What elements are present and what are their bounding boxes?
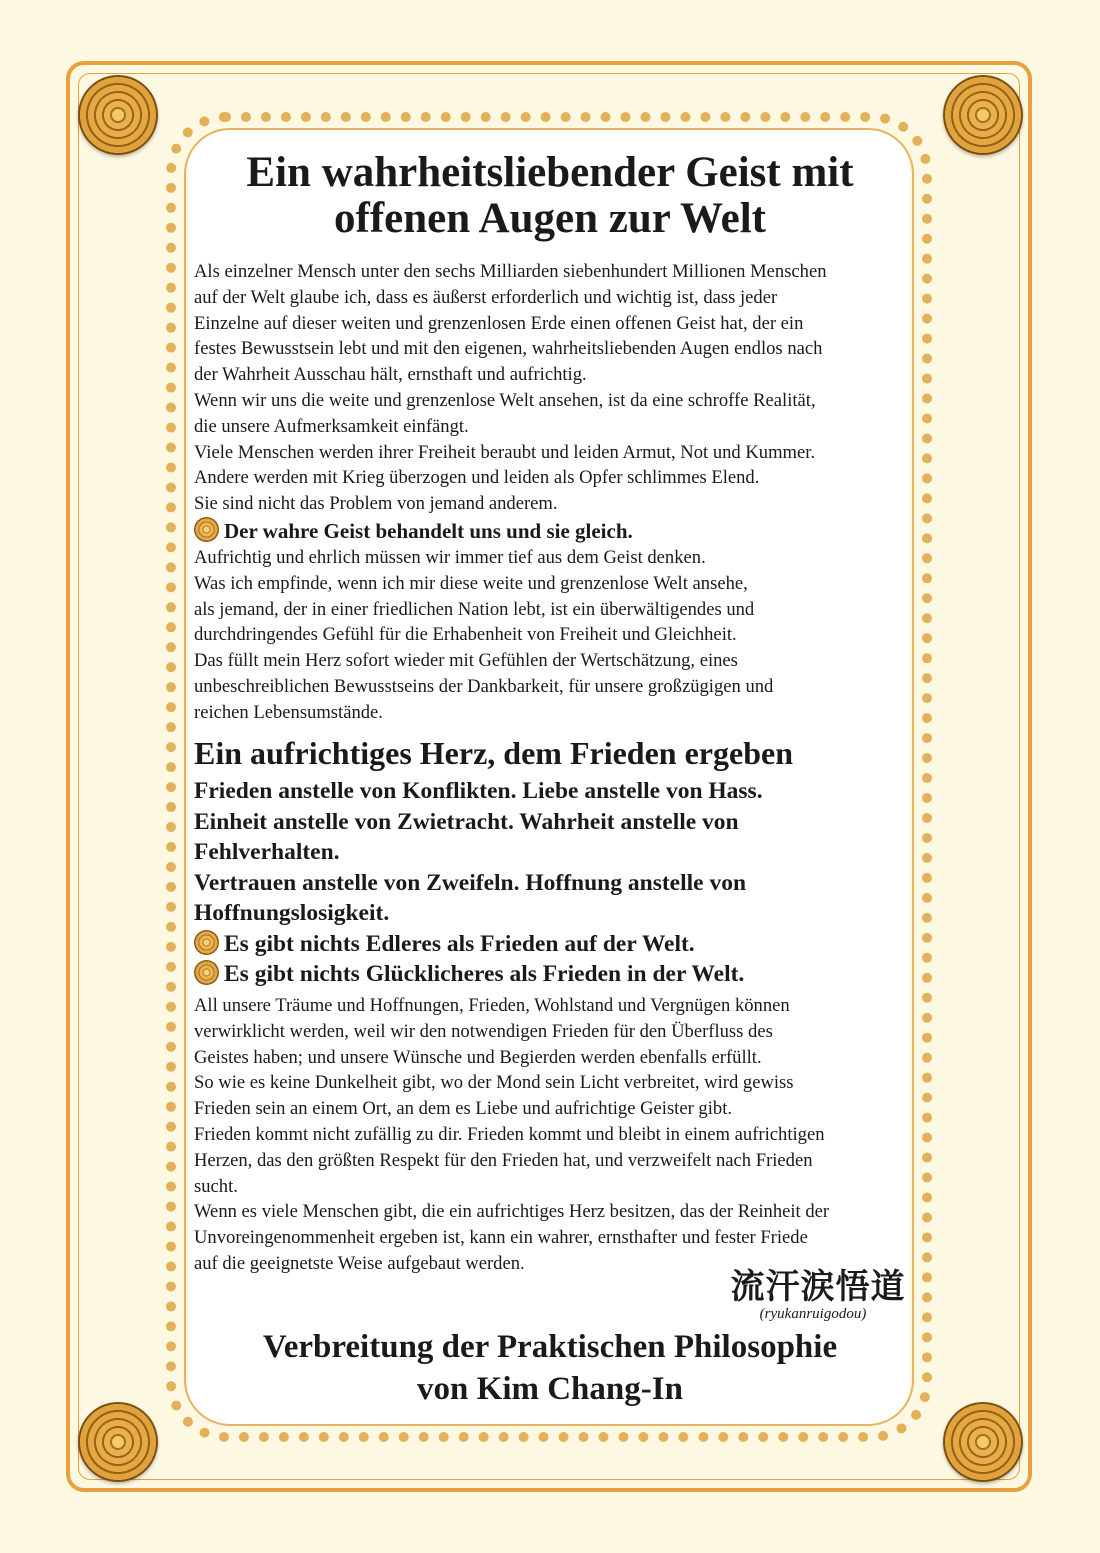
text-line: reichen Lebensumstände.: [194, 701, 383, 723]
text-line: als jemand, der in einer friedlichen Nation lebt, ist ein überwältigendes und: [194, 598, 755, 620]
text-line: Wenn es viele Menschen gibt, die ein aufrichtiges Herz besitzen, das der Reinheit der: [194, 1201, 830, 1223]
text-line: Andere werden mit Krieg überzogen und leiden als Opfer schlimmes Elend.: [194, 467, 760, 489]
text-line: sucht.: [194, 1175, 238, 1197]
text-line: durchdringendes Gefühl für die Erhabenheit von Freiheit und Gleichheit.: [194, 624, 737, 646]
text-line: unbeschreiblichen Bewusstseins der Dankbarkeit, für unsere großzügigen und: [194, 675, 774, 697]
bullet-text: Es gibt nichts Glücklicheres als Frieden in der Welt.: [224, 961, 745, 987]
peace-line: Einheit anstelle von Zwietracht. Wahrheit anstelle von: [194, 808, 739, 835]
text-line: verwirklicht werden, weil wir den notwendigen Frieden für den Überfluss des: [194, 1020, 773, 1042]
footer-line: Verbreitung der Praktischen Philosophie: [262, 1329, 838, 1365]
text-line: Sie sind nicht das Problem von jemand anderem.: [194, 493, 558, 515]
gold-medallion-icon: [78, 75, 158, 155]
text-line: Unvoreingenommenheit ergeben ist, kann ein wahrer, ernsthafter und fester Friede: [194, 1227, 808, 1249]
peace-line: Frieden anstelle von Konflikten. Liebe anstelle von Hass.: [194, 778, 763, 804]
gold-medallion-icon: [943, 75, 1023, 155]
gold-medallion-icon: [943, 1402, 1023, 1482]
peace-line: Hoffnungslosigkeit.: [194, 900, 390, 926]
footer-line: von Kim Chang-In: [417, 1371, 683, 1407]
text-line: der Wahrheit Ausschau hält, ernsthaft und aufrichtig.: [194, 364, 587, 386]
text-line: auf die geeignetste Weise aufgebaut werden.: [194, 1252, 525, 1274]
gold-bullet-icon: [194, 930, 219, 955]
text-line: auf der Welt glaube ich, dass es äußerst erforderlich und wichtig ist, dass jeder: [194, 286, 778, 308]
signature: [718, 1268, 918, 1322]
text-line: Das füllt mein Herz sofort wieder mit Gefühlen der Wertschätzung, eines: [194, 650, 738, 672]
title-line: offenen Augen zur Welt: [334, 195, 766, 242]
text-line: festes Bewusstsein lebt und mit den eigenen, wahrheitsliebenden Augen endlos nach: [194, 338, 823, 360]
highlight-line: [194, 517, 924, 545]
signature-cjk: 流汗涙悟道: [730, 1267, 906, 1307]
text-line: Aufrichtig und ehrlich müssen wir immer tief aus dem Geist denken.: [194, 546, 706, 568]
text-line: die unsere Aufmerksamkeit einfängt.: [194, 415, 469, 437]
bullet-text: Es gibt nichts Edleres als Frieden auf der Welt.: [224, 930, 695, 957]
gold-bullet-icon: [194, 517, 219, 542]
highlight-text: Der wahre Geist behandelt uns und sie gleich.: [224, 518, 633, 543]
text-line: Einzelne auf dieser weiten und grenzenlosen Erde einen offenen Geist hat, der ein: [194, 312, 804, 334]
footer-title: [180, 1326, 920, 1410]
peace-line: Vertrauen anstelle von Zweifeln. Hoffnung anstelle von: [194, 869, 747, 896]
text-line: Wenn wir uns die weite und grenzenlose Welt ansehen, ist da eine schroffe Realität,: [194, 389, 816, 411]
text-line: Geistes haben; und unsere Wünsche und Begierden werden ebenfalls erfüllt.: [194, 1046, 762, 1068]
gold-medallion-icon: [78, 1402, 158, 1482]
peace-section: [194, 776, 924, 990]
text-line: Als einzelner Mensch unter den sechs Milliarden siebenhundert Millionen Menschen: [194, 261, 827, 282]
subheading: Ein aufrichtiges Herz, dem Frieden ergeben: [194, 735, 793, 771]
text-line: Herzen, das den größten Respekt für den Frieden hat, und verzweifelt nach Frieden: [194, 1149, 813, 1171]
peace-bullet-line: [194, 929, 924, 960]
signature-romanization: (ryukanruigodou): [759, 1306, 867, 1322]
page-title: [180, 150, 920, 242]
text-line: Frieden kommt nicht zufällig zu dir. Frieden kommt und bleibt in einem aufrichtigen: [194, 1123, 825, 1145]
closing-section: [194, 993, 924, 1277]
peace-bullet-line: [194, 959, 924, 990]
title-line: Ein wahrheitsliebender Geist mit: [246, 149, 854, 196]
text-line: Was ich empfinde, wenn ich mir diese weite und grenzenlose Welt ansehe,: [194, 572, 748, 594]
peace-line: Fehlverhalten.: [194, 839, 340, 865]
text-line: Frieden sein an einem Ort, an dem es Liebe und aufrichtige Geister gibt.: [194, 1098, 733, 1120]
text-line: Viele Menschen werden ihrer Freiheit beraubt und leiden Armut, Not und Kummer.: [194, 441, 816, 463]
text-line: All unsere Träume und Hoffnungen, Frieden, Wohlstand und Vergnügen können: [194, 995, 790, 1016]
gold-bullet-icon: [194, 960, 219, 985]
intro-section: [194, 259, 924, 726]
text-line: So wie es keine Dunkelheit gibt, wo der Mond sein Licht verbreitet, wird gewiss: [194, 1072, 794, 1094]
